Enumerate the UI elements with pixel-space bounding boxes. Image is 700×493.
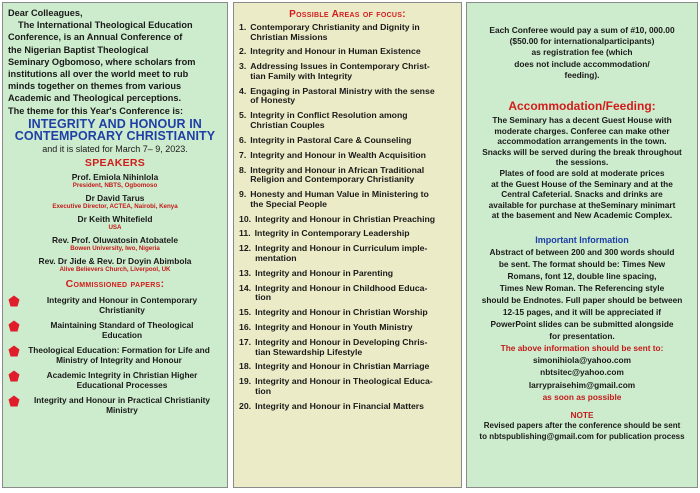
focus-item [239, 338, 456, 357]
focus-item-number: 5. [239, 110, 247, 121]
important-line: 12-15 pages, and it will be appreciated if [502, 306, 662, 317]
focus-item-line: Engaging in Pastoral Ministry with the sense [250, 85, 435, 96]
pentagon-bullet-icon [8, 320, 20, 332]
intro-line: Conference, is an Annual Conference of [8, 32, 183, 43]
focus-item [239, 284, 456, 303]
conference-theme [8, 118, 222, 143]
focus-item-text [250, 190, 456, 209]
fee-line: Each Conferee would pay a sum of #10, 000.00 [489, 25, 675, 35]
speakers-list [8, 172, 222, 274]
focus-item-text [255, 244, 456, 263]
focus-item [239, 362, 456, 372]
speaker [8, 235, 222, 253]
focus-item [239, 190, 456, 209]
focus-item [239, 166, 456, 185]
focus-item-text [250, 151, 456, 161]
speaker-affiliation: Bowen University, Iwo, Nigeria [70, 244, 160, 252]
intro-line: minds together on themes from various [8, 81, 182, 92]
focus-item [239, 87, 456, 106]
focus-item [239, 151, 456, 161]
focus-item-number: 4. [239, 85, 247, 96]
focus-item-line: Integrity and Honour in Wealth Acquisition [250, 149, 426, 160]
focus-item-line: Christian Missions [250, 31, 328, 42]
focus-item-line: Integrity and Honour in Christian Worship [255, 307, 428, 318]
paper-item [8, 370, 222, 390]
pentagon-bullet-icon [8, 395, 20, 407]
focus-item-line: Honesty and Human Value in Ministering to [250, 189, 429, 200]
focus-item-number: 13. [239, 267, 252, 278]
focus-item-text [250, 62, 456, 81]
focus-item [239, 23, 456, 42]
focus-item-text [255, 402, 456, 412]
paper-item [8, 345, 222, 365]
focus-item-number: 19. [239, 376, 252, 387]
focus-item-text [255, 362, 456, 372]
focus-item-line: Integrity and Honour in Theological Educa- [255, 376, 433, 387]
focus-item-line: Integrity and Honour in Parenting [255, 267, 394, 278]
fee-line: ($50.00 for internationalparticipants) [509, 36, 655, 47]
focus-item-line: Contemporary Christianity and Dignity in [250, 22, 420, 32]
theme-line: INTEGRITY AND HONOUR IN [28, 116, 202, 131]
focus-item-line: the Special People [250, 198, 328, 209]
paper-line: Integrity and Honour in Contemporary [46, 294, 198, 305]
paper-item [8, 395, 222, 415]
accommodation-heading: Accommodation/Feeding: [508, 99, 656, 114]
focus-item [239, 402, 456, 412]
focus-item [239, 244, 456, 263]
pentagon-bullet-icon [8, 295, 20, 307]
paper-line: Educational Processes [76, 379, 168, 390]
focus-item-text [255, 308, 456, 318]
focus-item-text [255, 323, 456, 333]
focus-item-line: Integrity and Honour in Developing Chris- [255, 337, 428, 347]
speaker-name: Rev. Dr Jide & Rev. Dr Doyin Abimbola [38, 255, 192, 266]
focus-areas-column [233, 2, 462, 488]
focus-item-number: 10. [239, 213, 252, 224]
focus-item [239, 377, 456, 396]
focus-item-number: 2. [239, 46, 247, 57]
speaker [8, 214, 222, 232]
focus-item-line: Integrity in Conflict Resolution among [250, 110, 408, 121]
focus-item-text [250, 136, 456, 146]
accommodation-line: available for purchase at theSeminary minimart [488, 199, 676, 210]
fee-line: feeding). [564, 69, 600, 80]
note-text [472, 420, 692, 442]
note-line: to nbtspublishing@gmail.com for publication process [479, 432, 685, 442]
focus-item-number: 14. [239, 282, 252, 293]
paper-item [8, 295, 222, 315]
accommodation-line: Snacks will be served during the break throughout [482, 146, 682, 157]
focus-item-text [250, 47, 456, 57]
commissioned-papers-list [8, 295, 222, 415]
accommodation-line: The Seminary has a decent Guest House with [492, 115, 672, 126]
focus-item-line: Christian Couples [250, 119, 325, 130]
focus-item-number: 6. [239, 134, 247, 145]
focus-areas-list [239, 23, 456, 411]
email-list [472, 354, 692, 392]
focus-item [239, 47, 456, 57]
paper-line: Academic Integrity in Christian Higher [46, 369, 198, 380]
focus-item-number: 15. [239, 307, 252, 318]
accommodation-line: at the Guest House of the Seminary and at the [491, 178, 673, 189]
focus-item-line: Integrity and Honour in African Traditional [250, 164, 425, 175]
accommodation-line: at the basement and New Academic Complex. [491, 210, 673, 221]
intro-line: the Nigerian Baptist Theological [8, 44, 149, 55]
important-line: PowerPoint slides can be submitted alongside [490, 318, 674, 329]
note-heading: NOTE [570, 410, 594, 421]
focus-item-number: 1. [239, 22, 247, 32]
focus-item [239, 308, 456, 318]
focus-item-text [255, 338, 456, 357]
speaker [8, 256, 222, 274]
important-line: Abstract of between 200 and 300 words should [489, 246, 675, 257]
focus-item-line: Integrity in Pastoral Care & Counseling [250, 134, 412, 145]
asap-text: as soon as possible [542, 392, 622, 403]
note-line: Revised papers after the conference should be sent [483, 421, 681, 431]
intro-line: The International Theological Education [18, 20, 193, 31]
focus-item-text [255, 377, 456, 396]
focus-item-number: 3. [239, 61, 247, 72]
important-line: Times New Roman. The Referencing style [499, 282, 665, 293]
email-address: simonihiola@yahoo.com [533, 354, 631, 365]
focus-item-line: Integrity and Honour in Curriculum imple- [255, 243, 428, 254]
pentagon-bullet-icon [8, 345, 20, 357]
focus-item-number: 20. [239, 400, 252, 411]
focus-item-number: 7. [239, 149, 247, 160]
intro-paragraph [8, 19, 222, 117]
paper-line: Education [101, 329, 143, 340]
important-line: for presentation. [549, 330, 615, 341]
focus-item-line: mentation [255, 252, 297, 263]
paper-line: Ministry [106, 404, 138, 415]
focus-item-number: 12. [239, 243, 252, 254]
focus-item-line: Addressing Issues in Contemporary Christ- [250, 61, 430, 72]
intro-column [2, 2, 228, 488]
important-line: should be Endnotes. Full paper should be between [481, 294, 683, 305]
focus-areas-heading: Possible Areas of focus: [289, 9, 406, 20]
focus-item-number: 9. [239, 189, 247, 200]
focus-item-line: tian Family with Integrity [250, 70, 353, 81]
focus-item-line: Religion and Contemporary Christianity [250, 174, 415, 185]
focus-item-number: 11. [239, 228, 251, 239]
speaker-name: Dr David Tarus [85, 192, 145, 203]
focus-item-line: Integrity and Honour in Youth Ministry [255, 322, 413, 333]
speaker-affiliation: USA [108, 223, 122, 231]
focus-item-line: Integrity and Honour in Financial Matters [255, 400, 425, 411]
focus-item-line: Integrity and Honour in Human Existence [250, 46, 421, 57]
accommodation-text [472, 115, 692, 221]
important-info-text [472, 246, 692, 342]
focus-item [239, 229, 456, 239]
paper-item [8, 320, 222, 340]
focus-item [239, 111, 456, 130]
intro-line: institutions all over the world meet to rub [8, 69, 189, 80]
fee-line: does not include accommodation/ [514, 58, 650, 69]
focus-item-line: Integrity and Honour in Christian Preaching [255, 213, 436, 224]
paper-line: Theological Education: Formation for Life and [28, 344, 210, 355]
fee-line: as registration fee (which [531, 47, 633, 58]
focus-item-line: tion [255, 292, 271, 303]
speaker-name: Rev. Prof. Oluwatosin Atobatele [51, 234, 179, 245]
paper-line: Christianity [99, 304, 145, 315]
speaker-affiliation: Executive Director, ACTEA, Nairobi, Kenya [52, 202, 178, 210]
focus-item-text [250, 166, 456, 185]
paper-line: Ministry of Integrity and Honour [56, 354, 182, 365]
focus-item-line: tion [255, 385, 271, 396]
accommodation-line: Plates of food are sold at moderate prices [499, 167, 665, 178]
info-column [466, 2, 698, 488]
speakers-heading: SPEAKERS [84, 156, 146, 169]
paper-line: Integrity and Honour in Practical Christianity [33, 394, 211, 405]
speaker-name: Prof. Emiola Nihinlola [71, 171, 159, 182]
focus-item [239, 62, 456, 81]
accommodation-line: moderate charges. Conferee can make other [494, 125, 670, 136]
theme-line: CONTEMPORARY CHRISTIANITY [14, 129, 216, 144]
registration-fee [472, 25, 692, 81]
focus-item-text [250, 87, 456, 106]
email-address: larrypraisehim@gmail.com [528, 379, 636, 390]
focus-item-line: tian Stewardship Lifestyle [255, 346, 363, 357]
speaker-name: Dr Keith Whitefield [77, 213, 153, 224]
focus-item-number: 17. [239, 337, 252, 347]
pentagon-bullet-icon [8, 370, 20, 382]
intro-line: Seminary Ogbomoso, where scholars from [8, 56, 196, 67]
accommodation-line: Central Cafeterial. Snacks and drinks are [501, 189, 663, 200]
focus-item-text [255, 269, 456, 279]
focus-item-text [250, 111, 456, 130]
speaker-affiliation: President, NBTS, Ogbomoso [72, 181, 158, 189]
speaker-affiliation: Alive Believers Church, Liverpool, UK [59, 265, 171, 273]
focus-item-number: 16. [239, 322, 252, 333]
focus-item-text [255, 284, 456, 303]
focus-item-line: Integrity and Honour in Childhood Educa- [255, 282, 428, 293]
important-line: be sent. The format should be: Times New [498, 258, 666, 269]
focus-item-line: Integrity in Contemporary Leadership [254, 228, 410, 239]
speaker [8, 193, 222, 211]
greeting: Dear Colleagues, [8, 8, 83, 18]
intro-line: Academic and Theological perceptions. [8, 93, 182, 104]
accommodation-line: the sessions. [555, 157, 609, 168]
important-info-heading: Important Information [535, 234, 629, 245]
focus-item [239, 323, 456, 333]
email-address: nbtsitec@yahoo.com [540, 367, 624, 378]
focus-item-text [250, 23, 456, 42]
intro-line: The theme for this Year's Conference is: [8, 105, 184, 116]
focus-item-line: of Honesty [250, 95, 296, 106]
commissioned-papers-heading: Commissioned papers: [65, 277, 165, 290]
conference-date: and it is slated for March 7– 9, 2023. [42, 143, 188, 154]
focus-item [239, 136, 456, 146]
focus-item-line: Integrity and Honour in Christian Marriage [255, 361, 430, 372]
focus-item-number: 18. [239, 361, 252, 372]
focus-item [239, 215, 456, 225]
focus-item [239, 269, 456, 279]
speaker [8, 172, 222, 190]
important-line: Romans, font 12, double line spacing, [507, 270, 657, 281]
focus-item-number: 8. [239, 164, 247, 175]
paper-line: Maintaining Standard of Theological [50, 319, 194, 330]
accommodation-line: accommodation arrangements in the town. [497, 136, 667, 147]
focus-item-text [255, 215, 456, 225]
focus-item-text [255, 229, 456, 239]
send-to-heading: The above information should be sent to: [500, 342, 664, 353]
